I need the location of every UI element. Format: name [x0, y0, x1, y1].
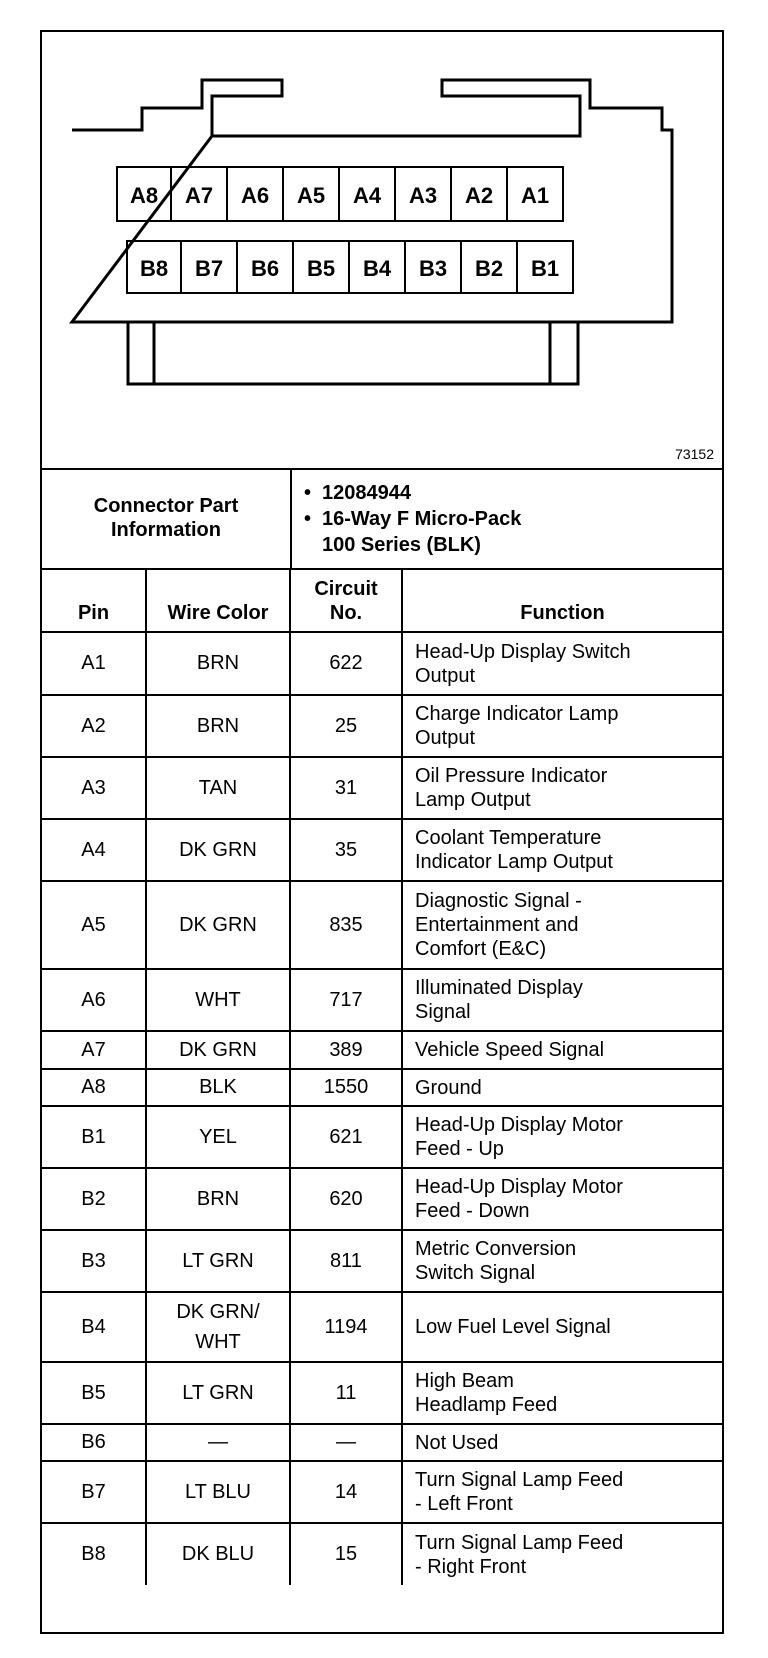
pin-cell: B2: [42, 1168, 146, 1230]
part-number-item: [304, 480, 521, 506]
pin-row: [42, 1523, 722, 1585]
wire-color-cell: [146, 695, 290, 757]
pin-cavity-a3: A3: [396, 166, 452, 222]
function-cell: [402, 695, 722, 757]
pin-row: [42, 1424, 722, 1461]
pin-row: [42, 757, 722, 819]
pin-cell: A6: [42, 969, 146, 1031]
pin-row: [42, 1069, 722, 1106]
function-cell: [402, 1523, 722, 1585]
wire-color-line: LT GRN: [182, 1381, 254, 1404]
function-line: High Beam: [415, 1370, 514, 1392]
connector-part-information: [42, 468, 722, 570]
pin-row: [42, 881, 722, 969]
pin-cell: A1: [42, 632, 146, 695]
circuit-number-cell: 25: [290, 695, 402, 757]
bullet-icon: •: [304, 508, 312, 530]
function-line: Metric Conversion: [415, 1238, 577, 1260]
header-circuit-line2: No.: [329, 602, 363, 624]
function-line: Output: [415, 664, 476, 687]
circuit-number-cell: 11: [290, 1362, 402, 1424]
function-cell: [402, 881, 722, 969]
function-cell: [402, 632, 722, 695]
function-line: Turn Signal Lamp Feed: [415, 1469, 624, 1491]
function-line: Not Used: [415, 1431, 499, 1454]
function-line: Ground: [415, 1076, 482, 1099]
function-line: Signal: [415, 1001, 471, 1023]
pin-cavity-b8: B8: [126, 240, 182, 294]
pin-cell: B1: [42, 1106, 146, 1168]
function-line: Output: [415, 727, 476, 749]
function-line: - Right Front: [415, 1555, 527, 1578]
wire-color-line: BRN: [196, 714, 240, 737]
pin-cavity-a2: A2: [452, 166, 508, 222]
function-line: Switch Signal: [415, 1262, 536, 1284]
wire-color-cell: [146, 1168, 290, 1230]
wire-color-cell: [146, 881, 290, 969]
connector-sheet: [40, 30, 724, 1634]
circuit-number-cell: 811: [290, 1230, 402, 1292]
header-circuit: [290, 570, 402, 632]
function-cell: [402, 1292, 722, 1362]
function-line: Head-Up Display Motor: [415, 1114, 623, 1136]
part-description-line2: 100 Series (BLK): [322, 534, 481, 556]
function-cell: [402, 1424, 722, 1461]
function-line: Charge Indicator Lamp: [415, 703, 619, 725]
pin-row: [42, 1031, 722, 1069]
circuit-number-cell: 1550: [290, 1069, 402, 1106]
pin-cavity-b1: B1: [518, 240, 574, 294]
pin-row: [42, 1461, 722, 1523]
part-info-details: [304, 480, 521, 558]
function-line: Lamp Output: [415, 789, 531, 811]
wire-color-line: BRN: [196, 1187, 240, 1210]
wire-color-cell: [146, 632, 290, 695]
pin-row: [42, 1292, 722, 1362]
function-line: - Left Front: [415, 1493, 513, 1515]
wire-color-cell: [146, 1069, 290, 1106]
pin-cavity-a6: A6: [228, 166, 284, 222]
circuit-number-cell: —: [290, 1424, 402, 1461]
function-line: Indicator Lamp Output: [415, 851, 613, 873]
pin-table-header: [42, 570, 722, 632]
function-line: Head-Up Display Motor: [415, 1176, 623, 1198]
function-line: Headlamp Feed: [415, 1394, 558, 1416]
function-line: Illuminated Display: [415, 977, 583, 999]
circuit-number-cell: 35: [290, 819, 402, 881]
function-cell: [402, 1031, 722, 1069]
pin-cell: A4: [42, 819, 146, 881]
function-line: Vehicle Speed Signal: [415, 1039, 605, 1061]
function-line: Entertainment and: [415, 914, 579, 936]
connector-face-diagram: [42, 32, 722, 470]
function-line: Head-Up Display Switch: [415, 640, 631, 663]
function-cell: [402, 1106, 722, 1168]
circuit-number-cell: 389: [290, 1031, 402, 1069]
wire-color-cell: [146, 1292, 290, 1362]
pin-cavity-a1: A1: [508, 166, 564, 222]
function-line: Comfort (E&C): [415, 938, 547, 960]
pin-cell: B6: [42, 1424, 146, 1461]
function-cell: [402, 757, 722, 819]
header-pin: Pin: [42, 570, 146, 632]
wire-color-line: DK GRN: [179, 1038, 257, 1061]
wire-color-line: WHT: [195, 1331, 241, 1353]
function-line: Diagnostic Signal -: [415, 890, 582, 912]
part-description-line1: 16-Way F Micro-Pack: [322, 508, 522, 530]
pin-cavity-a8: A8: [116, 166, 172, 222]
circuit-number-cell: 835: [290, 881, 402, 969]
pin-cavity-b4: B4: [350, 240, 406, 294]
wire-color-line: —: [208, 1431, 228, 1453]
wire-color-cell: [146, 757, 290, 819]
pin-row: [42, 1230, 722, 1292]
function-cell: [402, 969, 722, 1031]
part-info-label-line1: Connector Part: [93, 495, 239, 517]
wire-color-cell: [146, 819, 290, 881]
function-line: Turn Signal Lamp Feed: [415, 1531, 624, 1554]
wire-color-cell: [146, 969, 290, 1031]
pin-cavity-b5: B5: [294, 240, 350, 294]
pin-cell: A5: [42, 881, 146, 969]
pin-cavity-a5: A5: [284, 166, 340, 222]
wire-color-cell: [146, 1461, 290, 1523]
figure-number: 73152: [675, 446, 714, 462]
pin-cavity-a4: A4: [340, 166, 396, 222]
circuit-number-cell: 14: [290, 1461, 402, 1523]
pin-cavity-b2: B2: [462, 240, 518, 294]
pin-row: [42, 1168, 722, 1230]
pin-cell: B5: [42, 1362, 146, 1424]
pin-table: [42, 570, 722, 1585]
pin-row: [42, 695, 722, 757]
pin-cavity-a7: A7: [172, 166, 228, 222]
pin-cell: A7: [42, 1031, 146, 1069]
wire-color-line: TAN: [198, 776, 238, 799]
part-description-item: [304, 506, 521, 558]
wire-color-line: LT BLU: [185, 1480, 251, 1503]
circuit-number-cell: 717: [290, 969, 402, 1031]
header-wire-color: Wire Color: [146, 570, 290, 632]
function-cell: [402, 819, 722, 881]
pin-row: [42, 1362, 722, 1424]
function-cell: [402, 1362, 722, 1424]
wire-color-cell: [146, 1230, 290, 1292]
part-number: 12084944: [322, 482, 411, 504]
function-cell: [402, 1069, 722, 1106]
wire-color-line: DK GRN: [179, 838, 257, 861]
wire-color-line: YEL: [199, 1125, 237, 1148]
function-line: Oil Pressure Indicator: [415, 765, 608, 787]
pin-cell: A3: [42, 757, 146, 819]
circuit-number-cell: 621: [290, 1106, 402, 1168]
wire-color-cell: [146, 1424, 290, 1461]
pin-row: [42, 1106, 722, 1168]
wire-color-cell: [146, 1031, 290, 1069]
pin-row: [42, 632, 722, 695]
circuit-number-cell: 622: [290, 632, 402, 695]
circuit-number-cell: 15: [290, 1523, 402, 1585]
wire-color-cell: [146, 1523, 290, 1585]
wire-color-line: WHT: [195, 988, 241, 1011]
function-line: Low Fuel Level Signal: [415, 1316, 611, 1338]
pin-cell: B4: [42, 1292, 146, 1362]
part-info-label-line2: Information: [111, 519, 221, 541]
wire-color-line: DK GRN/: [176, 1301, 260, 1323]
bullet-icon: •: [304, 482, 312, 504]
wire-color-line: BLK: [199, 1076, 237, 1098]
circuit-number-cell: 1194: [290, 1292, 402, 1362]
pin-row: [42, 969, 722, 1031]
pin-cavity-b6: B6: [238, 240, 294, 294]
pin-cell: B7: [42, 1461, 146, 1523]
wire-color-line: DK GRN: [179, 913, 257, 936]
wire-color-cell: [146, 1362, 290, 1424]
pin-cavity-b3: B3: [406, 240, 462, 294]
pin-cavity-b7: B7: [182, 240, 238, 294]
header-function: Function: [402, 570, 722, 632]
circuit-number-cell: 620: [290, 1168, 402, 1230]
function-line: Coolant Temperature: [415, 827, 602, 849]
header-circuit-line1: Circuit: [314, 578, 378, 600]
function-line: Feed - Up: [415, 1138, 504, 1160]
function-line: Feed - Down: [415, 1200, 530, 1222]
wire-color-cell: [146, 1106, 290, 1168]
function-cell: [402, 1230, 722, 1292]
wire-color-line: BRN: [196, 652, 240, 674]
pin-cell: A8: [42, 1069, 146, 1106]
part-info-label: [42, 468, 292, 568]
pin-cell: B8: [42, 1523, 146, 1585]
function-cell: [402, 1168, 722, 1230]
pin-cell: B3: [42, 1230, 146, 1292]
pin-cell: A2: [42, 695, 146, 757]
function-cell: [402, 1461, 722, 1523]
circuit-number-cell: 31: [290, 757, 402, 819]
pin-row: [42, 819, 722, 881]
wire-color-line: LT GRN: [182, 1249, 254, 1272]
wire-color-line: DK BLU: [181, 1543, 255, 1565]
